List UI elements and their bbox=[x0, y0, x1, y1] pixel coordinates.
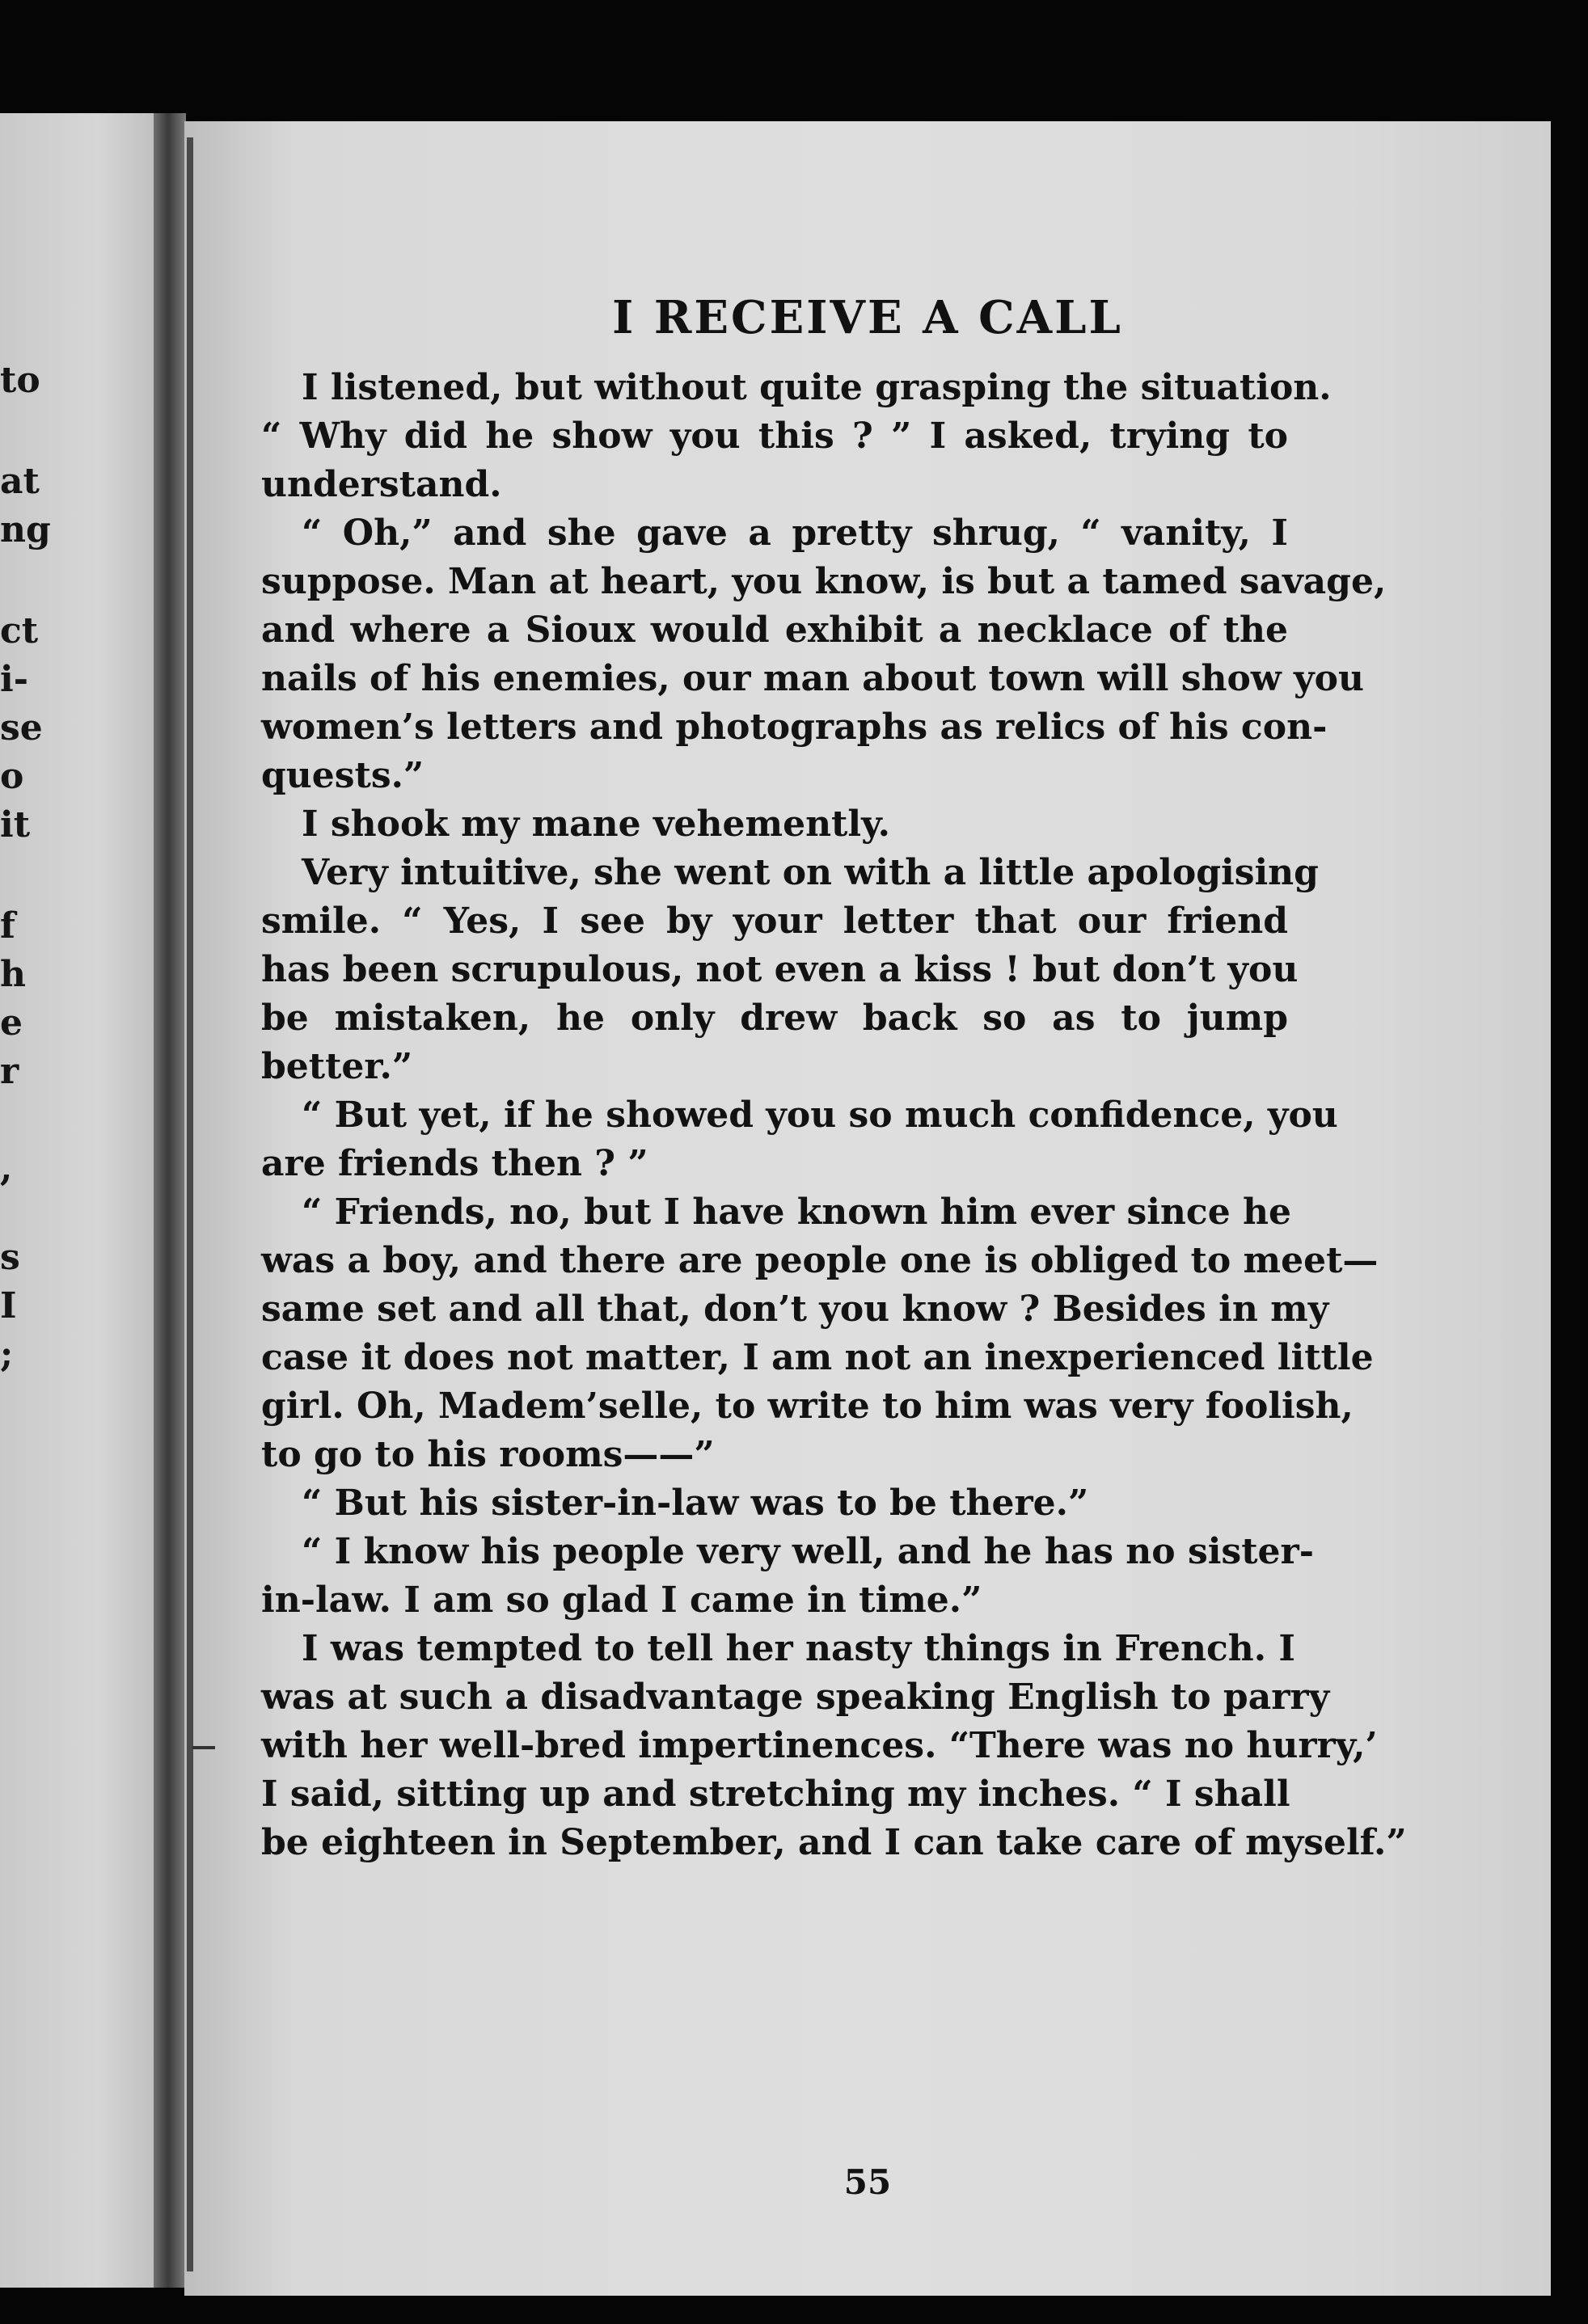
left-page-fragment: it bbox=[0, 804, 31, 846]
text-line: smile. “ Yes, I see by your letter that our friend bbox=[261, 900, 1288, 942]
text-line: are friends then ? ” bbox=[261, 1143, 648, 1184]
text-line: “ Why did he show you this ? ” I asked, trying to bbox=[261, 415, 1288, 457]
left-page-fragment: e bbox=[0, 1002, 23, 1044]
text-line: to go to his rooms——” bbox=[261, 1434, 715, 1475]
text-line: I was tempted to tell her nasty things in French. I bbox=[302, 1628, 1295, 1669]
book-gutter bbox=[154, 113, 186, 2288]
text-line: same set and all that, don’t you know ? Besides in my bbox=[261, 1289, 1329, 1330]
left-page-fragment: r bbox=[0, 1051, 19, 1092]
text-line: girl. Oh, Madem’selle, to write to him was very foolish, bbox=[261, 1386, 1354, 1427]
left-page-fragment: f bbox=[0, 905, 15, 947]
left-page-fragment: i- bbox=[0, 659, 28, 700]
text-line: be mistaken, he only drew back so as to jump bbox=[261, 998, 1288, 1039]
margin-mark bbox=[192, 1746, 215, 1749]
text-line: was at such a disadvantage speaking English to parry bbox=[261, 1677, 1330, 1718]
text-line: “ Friends, no, but I have known him ever since he bbox=[302, 1192, 1292, 1233]
text-line: with her well-bred impertinences. “There was no hurry,’ bbox=[261, 1725, 1378, 1766]
text-line: be eighteen in September, and I can take care of myself.” bbox=[261, 1822, 1407, 1863]
text-line: I listened, but without quite grasping the situation. bbox=[302, 367, 1332, 408]
text-line: suppose. Man at heart, you know, is but a tamed savage, bbox=[261, 561, 1387, 602]
text-line: better.” bbox=[261, 1046, 413, 1087]
text-line: and where a Sioux would exhibit a necklace of the bbox=[261, 609, 1288, 651]
text-line: quests.” bbox=[261, 755, 424, 796]
text-line: has been scrupulous, not even a kiss ! but don’t you bbox=[261, 949, 1299, 990]
left-page-fragment: to bbox=[0, 360, 40, 401]
left-page-fragment: at bbox=[0, 461, 40, 502]
text-line: I said, sitting up and stretching my inches. “ I shall bbox=[261, 1774, 1290, 1815]
left-page-fragment: ng bbox=[0, 509, 51, 550]
left-page-edge bbox=[0, 113, 162, 2288]
text-line: understand. bbox=[261, 464, 502, 505]
left-page-fragment: , bbox=[0, 1148, 13, 1189]
text-line: “ But yet, if he showed you so much confidence, you bbox=[302, 1095, 1338, 1136]
running-head: I RECEIVE A CALL bbox=[612, 291, 1123, 344]
text-line: “ But his sister-in-law was to be there.” bbox=[302, 1483, 1089, 1524]
left-page-fragment: ; bbox=[0, 1334, 14, 1375]
body-text bbox=[261, 364, 1407, 1867]
left-page-fragment: I bbox=[0, 1285, 17, 1326]
gutter-shadow-line bbox=[187, 137, 193, 2271]
text-line: women’s letters and photographs as relics of his con- bbox=[261, 706, 1328, 748]
text-line: I shook my mane vehemently. bbox=[302, 803, 890, 845]
text-line: Very intuitive, she went on with a little apologising bbox=[302, 852, 1319, 893]
text-line: was a boy, and there are people one is obliged to meet— bbox=[261, 1240, 1379, 1281]
text-line: case it does not matter, I am not an inexperienced little bbox=[261, 1337, 1374, 1378]
page-number: 55 bbox=[843, 2162, 892, 2202]
left-page-fragment: ct bbox=[0, 610, 39, 652]
left-page-fragment: h bbox=[0, 954, 26, 995]
book-page bbox=[184, 121, 1551, 2296]
text-line: nails of his enemies, our man about town will show you bbox=[261, 658, 1364, 699]
text-line: in-law. I am so glad I came in time.” bbox=[261, 1580, 982, 1621]
left-page-fragment: o bbox=[0, 756, 24, 797]
left-page-fragment: se bbox=[0, 707, 43, 749]
left-page-fragment: s bbox=[0, 1237, 20, 1278]
text-line: “ I know his people very well, and he has no sister- bbox=[302, 1531, 1314, 1572]
text-line: “ Oh,” and she gave a pretty shrug, “ vanity, I bbox=[302, 512, 1288, 554]
